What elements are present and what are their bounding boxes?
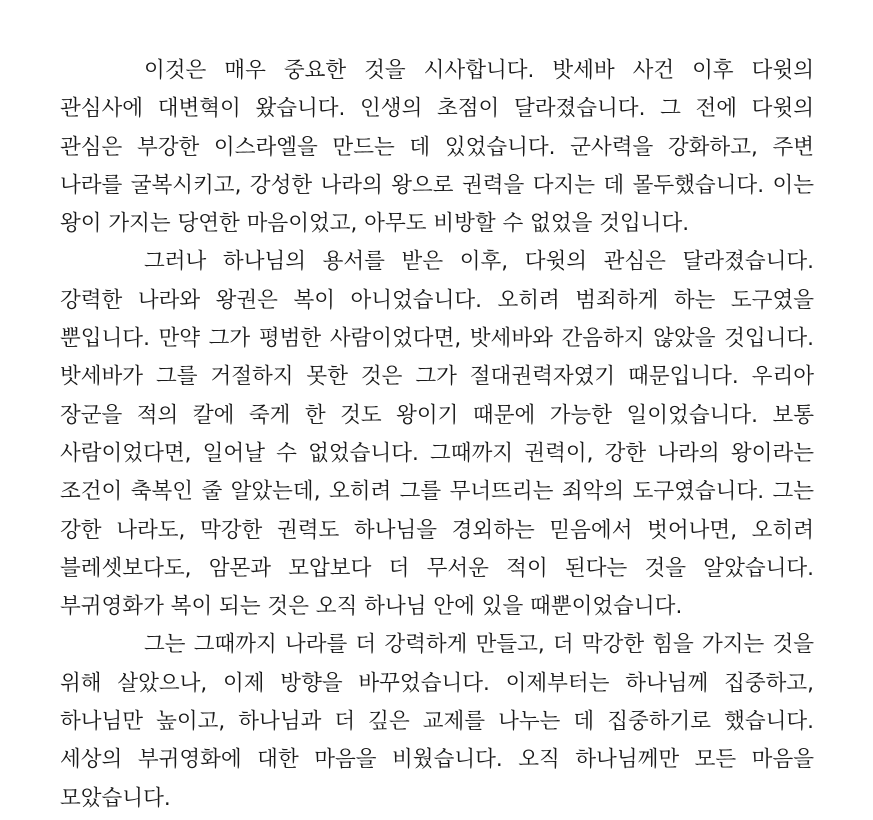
body-paragraph: 그는 그때까지 나라를 더 강력하게 만들고, 더 막강한 힘을 가지는 것을 위해 살았으나, 이제 방향을 바꾸었습니다. 이제부터는 하나님께 집중하고, 하나님만 높이고, 하나님과 더 깊은 교제를 나누는 데 집중하기로 했습니다. 세상의 부귀영화에 대한 마음을 비웠습니다. 오직 하나님께만 모든 마음을 모았습니다. [60,632,814,811]
body-paragraph: 그러나 하나님의 용서를 받은 이후, 다윗의 관심은 달라졌습니다. 강력한 나라와 왕권은 복이 아니었습니다. 오히려 범죄하게 하는 도구였을 뿐입니다. 만약 그가 평범한 사람이었다면, 밧세바와 간음하지 않았을 것입니다. 밧세바가 그를 거절하지 못한 것은 그가 절대권력자였기 때문입니다. 우리아 장군을 적의 칼에 죽게 한 것도 왕이기 때문에 가능한 일이었습니다. 보통 사람이었다면, 일어날 수 없었습니다. 그때까지 권력이, 강한 나라의 왕이라는 조건이 축복인 줄 알았는데, 오히려 그를 무너뜨리는 죄악의 도구였습니다. 그는 강한 나라도, 막강한 권력도 하나님을 경외하는 믿음에서 벗어나면, 오히려 블레셋보다도, 암몬과 모압보다 더 무서운 적이 된다는 것을 알았습니다. 부귀영화가 복이 되는 것은 오직 하나님 안에 있을 때뿐이었습니다. [60,249,814,620]
body-paragraph: 이것은 매우 중요한 것을 시사합니다. 밧세바 사건 이후 다윗의 관심사에 대변혁이 왔습니다. 인생의 초점이 달라졌습니다. 그 전에 다윗의 관심은 부강한 이스라엘을 만드는 데 있었습니다. 군사력을 강화하고, 주변 나라를 굴복시키고, 강성한 나라의 왕으로 권력을 다지는 데 몰두했습니다. 이는 왕이 가지는 당연한 마음이었고, 아무도 비방할 수 없었을 것입니다. [60,58,814,237]
document-page [60,52,814,818]
